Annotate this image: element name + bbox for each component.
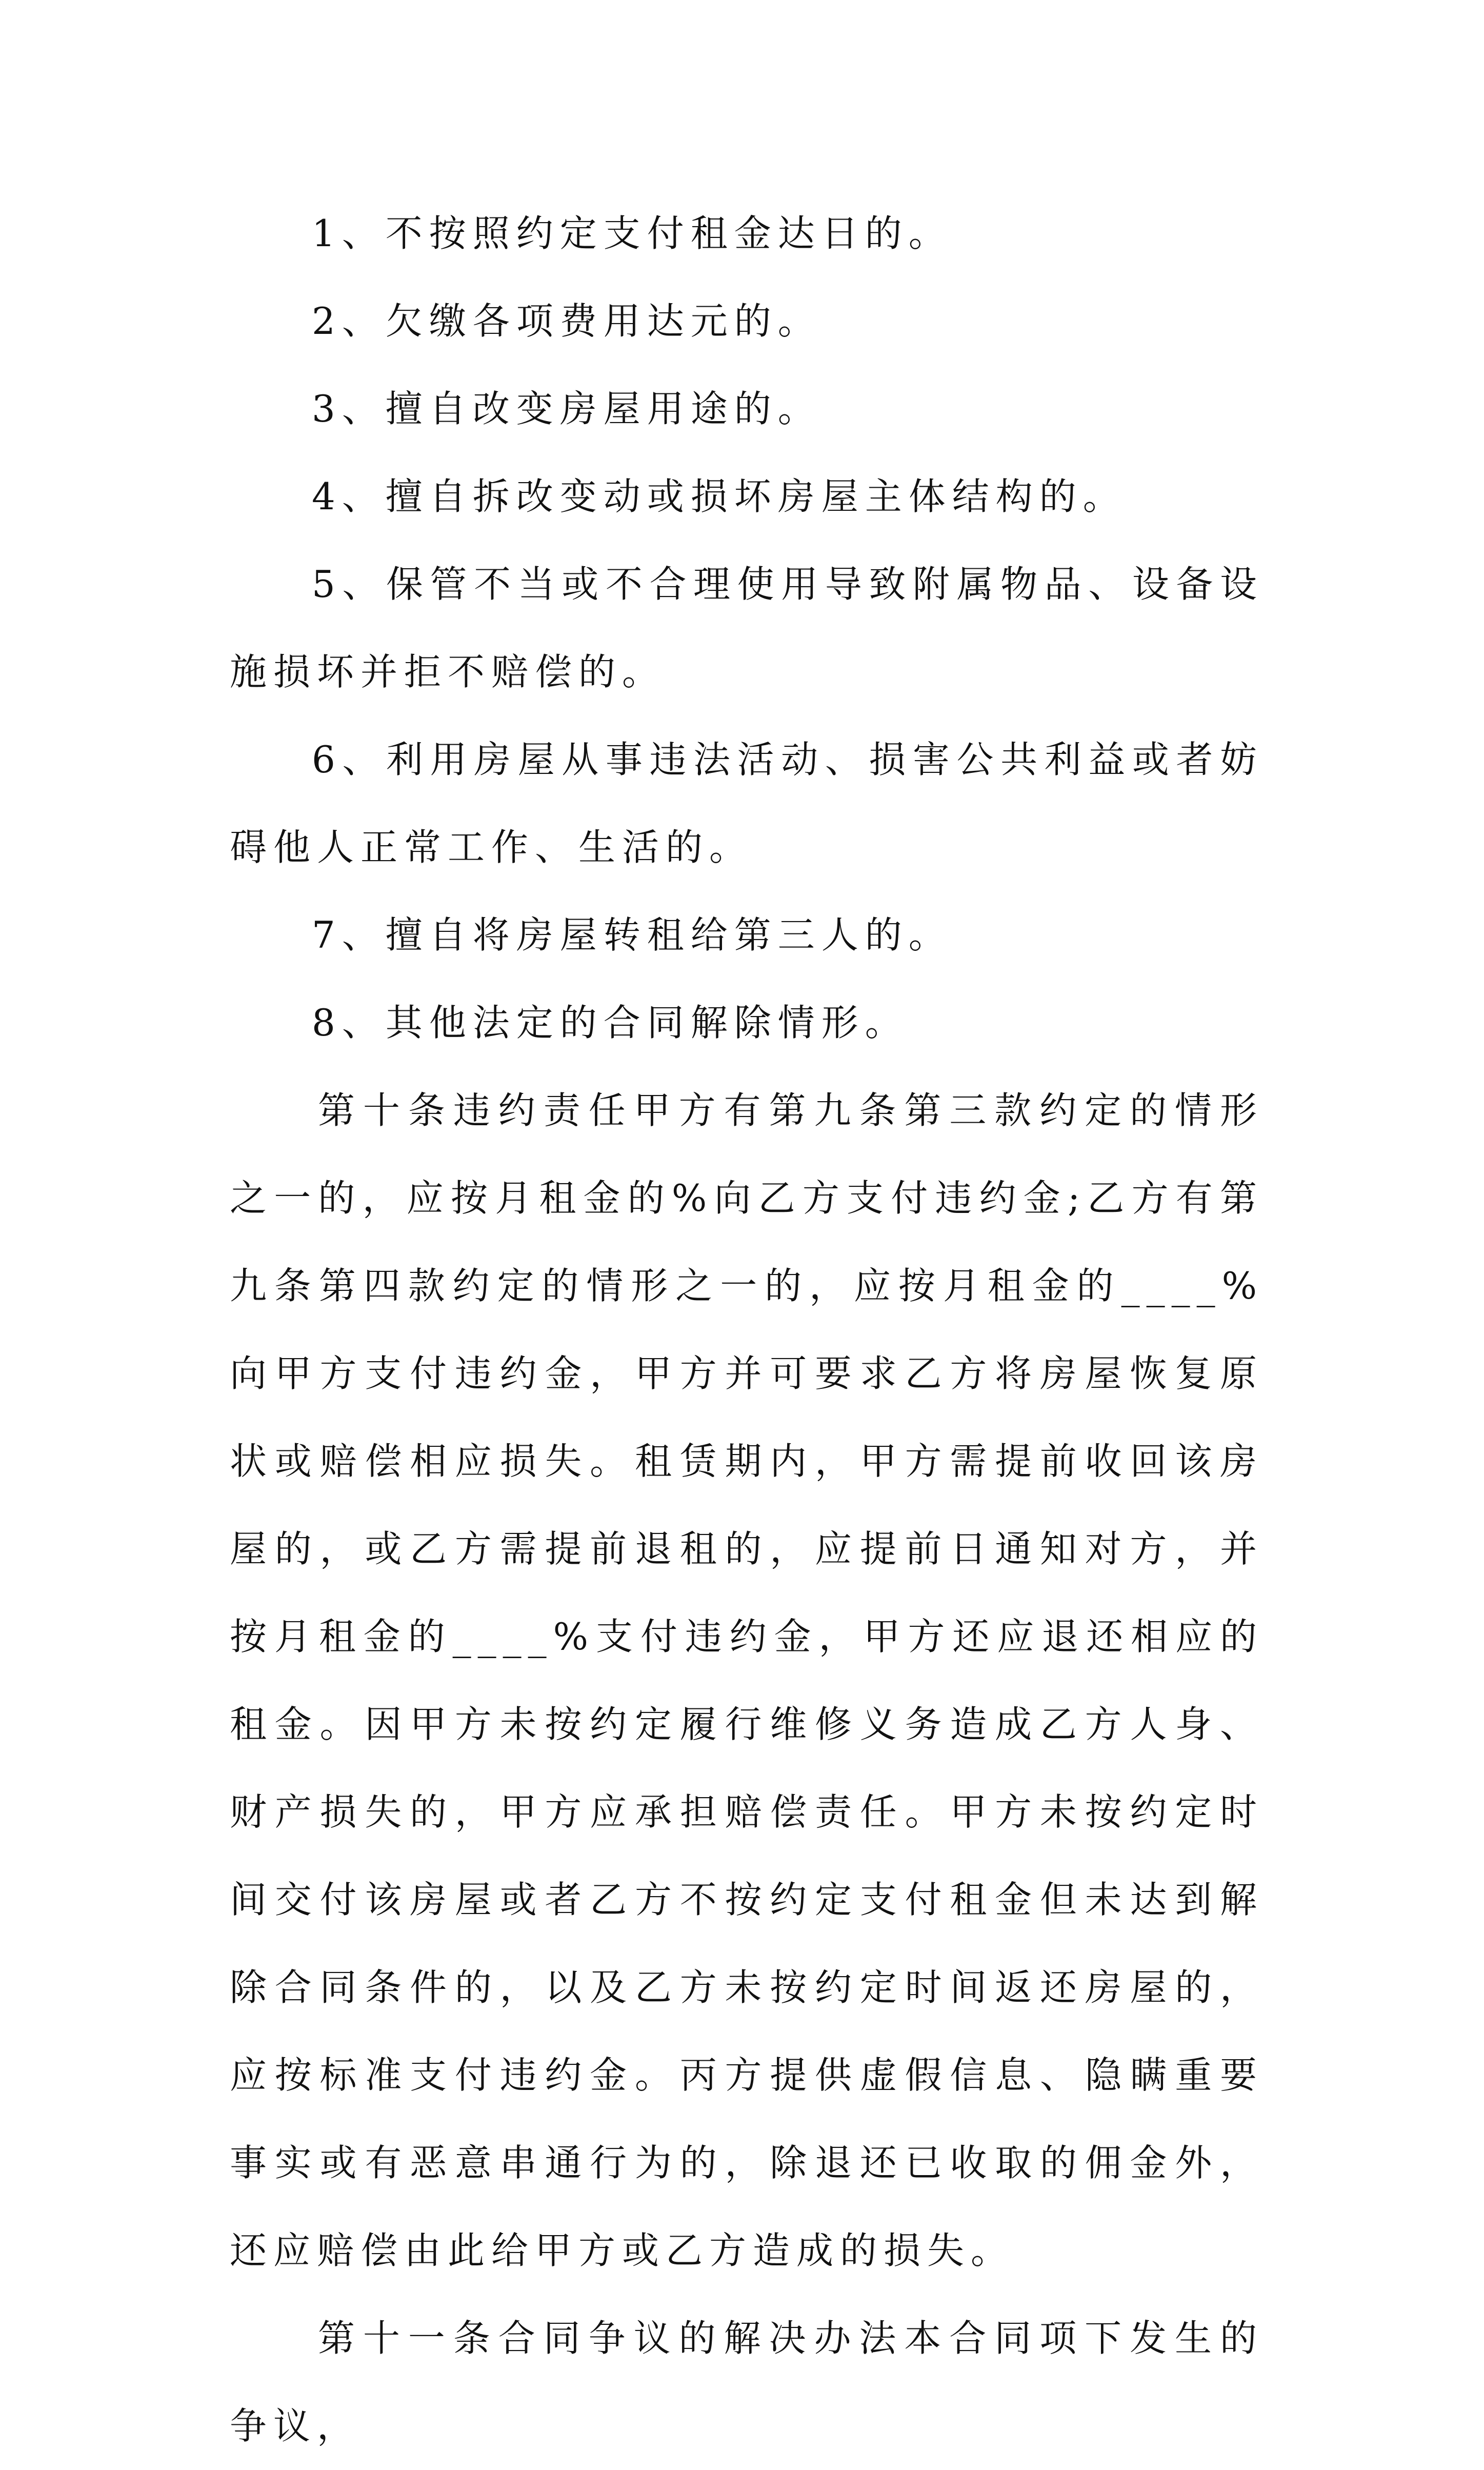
list-item: 7、擅自将房屋转租给第三人的。 bbox=[312, 913, 952, 957]
article-11-paragraph: 第十一条合同争议的解决办法本合同项下发生的争议， bbox=[230, 2317, 1264, 2447]
list-item: 1、不按照约定支付租金达日的。 bbox=[312, 212, 952, 255]
list-item: 2、欠缴各项费用达元的。 bbox=[312, 300, 821, 343]
list-item: 3、擅自改变房屋用途的。 bbox=[312, 387, 821, 430]
list-item: 4、擅自拆改变动或损坏房屋主体结构的。 bbox=[312, 475, 1127, 518]
list-item: 8、其他法定的合同解除情形。 bbox=[312, 1001, 909, 1044]
list-item: 6、利用房屋从事违法活动、损害公共利益或者妨碍他人正常工作、生活的。 bbox=[230, 738, 1264, 869]
list-item: 5、保管不当或不合理使用导致附属物品、设备设施损坏并拒不赔偿的。 bbox=[230, 563, 1264, 693]
document-body bbox=[230, 190, 1264, 2470]
article-10-paragraph: 第十条违约责任甲方有第九条第三款约定的情形之一的，应按月租金的%向乙方支付违约金;乙方有第九条第四款约定的情形之一的，应按月租金的____%向甲方支付违约金，甲方并可要求乙方将房屋恢复原状或赔偿相应损失。租赁期内，甲方需提前收回该房屋的，或乙方需提前退租的，应提前日通知对方，并按月租金的____%支付违约金，甲方还应退还相应的租金。因甲方未按约定履行维修义务造成乙方人身、财产损失的，甲方应承担赔偿责任。甲方未按约定时间交付该房屋或者乙方不按约定支付租金但未达到解除合同条件的，以及乙方未按约定时间返还房屋的，应按标准支付违约金。丙方提供虚假信息、隐瞒重要事实或有恶意串通行为的，除退还已收取的佣金外，还应赔偿由此给甲方或乙方造成的损失。 bbox=[230, 1089, 1264, 2272]
